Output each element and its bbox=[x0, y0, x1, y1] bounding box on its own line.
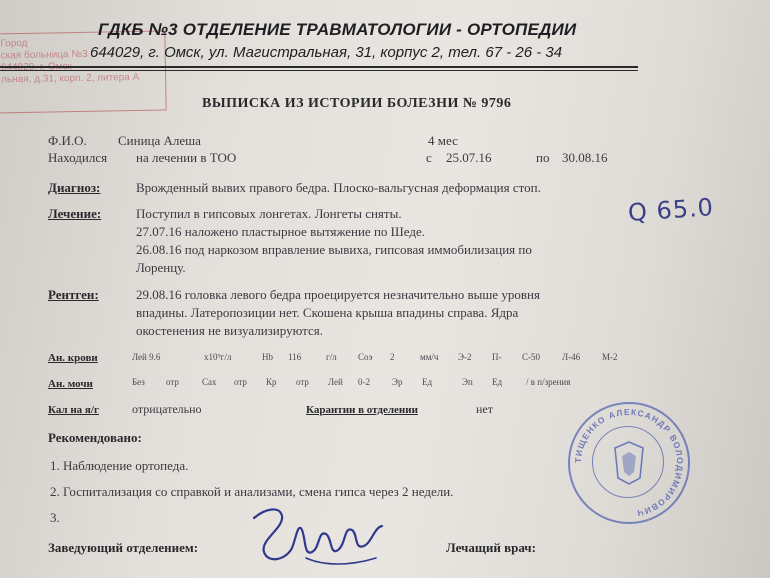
blood-value: 116 bbox=[288, 352, 302, 362]
urine-value: отр bbox=[166, 377, 179, 387]
urine-value: Кр bbox=[266, 377, 277, 387]
stool-label: Кал на я/г bbox=[48, 404, 99, 416]
blood-value: М-2 bbox=[602, 352, 618, 362]
header-divider bbox=[0, 66, 638, 68]
header-divider-thin bbox=[0, 70, 638, 71]
recommendation-item: 2. Госпитализация со справкой и анализами, смена гипса через 2 недели. bbox=[50, 484, 454, 499]
urine-value: Эр bbox=[392, 377, 403, 387]
from-date: 25.07.16 bbox=[446, 150, 492, 165]
from-label: с bbox=[426, 150, 432, 165]
treatment-line: Поступил в гипсовых лонгетах. Лонгеты сняты. bbox=[136, 206, 402, 221]
round-stamp-text: ТИЩЕНКО АЛЕКСАНДР ВОЛОДИМИРОВИЧ bbox=[572, 406, 686, 519]
to-label: по bbox=[536, 150, 550, 165]
round-stamp bbox=[568, 402, 690, 524]
quarantine-value: нет bbox=[476, 402, 493, 416]
signature-image bbox=[246, 500, 396, 576]
treatment-line: Лоренцу. bbox=[136, 260, 186, 275]
urine-label: Ан. мочи bbox=[48, 378, 93, 390]
blood-value: Hb bbox=[262, 352, 273, 362]
round-stamp-emblem-icon bbox=[570, 404, 688, 522]
diagnosis-text: Врожденный вывих правого бедра. Плоско-вальгусная деформация стоп. bbox=[136, 180, 541, 195]
xray-label: Рентген: bbox=[48, 287, 99, 302]
blood-value: г/л bbox=[326, 352, 337, 362]
hospital-address: 644029, г. Омск, ул. Магистральная, 31, корпус 2, тел. 67 - 26 - 34 bbox=[90, 44, 563, 61]
quarantine-label: Карантин в отделении bbox=[306, 404, 418, 416]
urine-value: Эп bbox=[462, 377, 473, 387]
urine-value: Без bbox=[132, 377, 145, 387]
xray-line: впадины. Латеропозиции нет. Скошена крыша впадины справа. Ядра bbox=[136, 305, 519, 320]
blood-value: Э-2 bbox=[458, 352, 472, 362]
urine-value: отр bbox=[296, 377, 309, 387]
old-stamp-line: Город bbox=[0, 37, 28, 50]
urine-value: 0-2 bbox=[358, 377, 370, 387]
hospital-header: ГДКБ №3 ОТДЕЛЕНИЕ ТРАВМАТОЛОГИИ - ОРТОПЕДИИ bbox=[98, 20, 577, 39]
urine-value: Сах bbox=[202, 377, 217, 387]
xray-line: 29.08.16 головка левого бедра проецируется незначительно выше уровня bbox=[136, 287, 540, 302]
handwritten-icd-code: Q 65.0 bbox=[627, 193, 715, 227]
fio-label: Ф.И.О. bbox=[48, 133, 87, 148]
old-stamp bbox=[0, 31, 167, 114]
stool-value: отрицательно bbox=[132, 402, 202, 416]
fio-value: Синица Алеша bbox=[118, 133, 201, 148]
patient-age: 4 мес bbox=[428, 133, 458, 148]
treatment-line: 26.08.16 под наркозом вправление вывиха, гипсовая иммобилизация по bbox=[136, 242, 532, 257]
urine-value: Ед bbox=[422, 377, 433, 387]
stay-value: на лечении в ТОО bbox=[136, 150, 237, 165]
old-stamp-line: 644029, г. Омск bbox=[0, 61, 72, 74]
urine-value: отр bbox=[234, 377, 247, 387]
attending-doctor-label: Лечащий врач: bbox=[446, 540, 536, 555]
head-of-department-label: Заведующий отделением: bbox=[48, 540, 199, 555]
recommendations-label: Рекомендовано: bbox=[48, 430, 142, 445]
document-title: ВЫПИСКА ИЗ ИСТОРИИ БОЛЕЗНИ № 9796 bbox=[202, 96, 512, 111]
blood-label: Ан. крови bbox=[48, 352, 98, 364]
urine-value: Ед bbox=[492, 377, 503, 387]
recommendation-item: 3. bbox=[50, 510, 60, 525]
stay-label: Находился bbox=[48, 150, 108, 165]
blood-value: мм/ч bbox=[420, 352, 439, 362]
blood-value: Лей 9.6 bbox=[132, 352, 161, 362]
blood-value: 2 bbox=[390, 352, 395, 362]
treatment-label: Лечение: bbox=[48, 206, 102, 221]
recommendation-item: 1. Наблюдение ортопеда. bbox=[50, 458, 189, 473]
blood-value: х10⁹г/л bbox=[204, 352, 232, 362]
diagnosis-label: Диагноз: bbox=[48, 180, 101, 195]
blood-value: Л-46 bbox=[562, 352, 581, 362]
xray-line: окостенения не визуализируются. bbox=[136, 323, 323, 338]
blood-value: П- bbox=[492, 352, 502, 362]
blood-value: С-50 bbox=[522, 352, 540, 362]
urine-value: / в п/зрения bbox=[526, 377, 571, 387]
blood-value: Соэ bbox=[358, 352, 373, 362]
old-stamp-line: льная, д.31, корп. 2, литера А bbox=[1, 71, 140, 86]
old-stamp-line: ская больница №3 bbox=[0, 48, 88, 62]
treatment-line: 27.07.16 наложено пластырное вытяжение по Шеде. bbox=[136, 224, 426, 239]
to-date: 30.08.16 bbox=[562, 150, 608, 165]
urine-value: Лей bbox=[328, 377, 343, 387]
